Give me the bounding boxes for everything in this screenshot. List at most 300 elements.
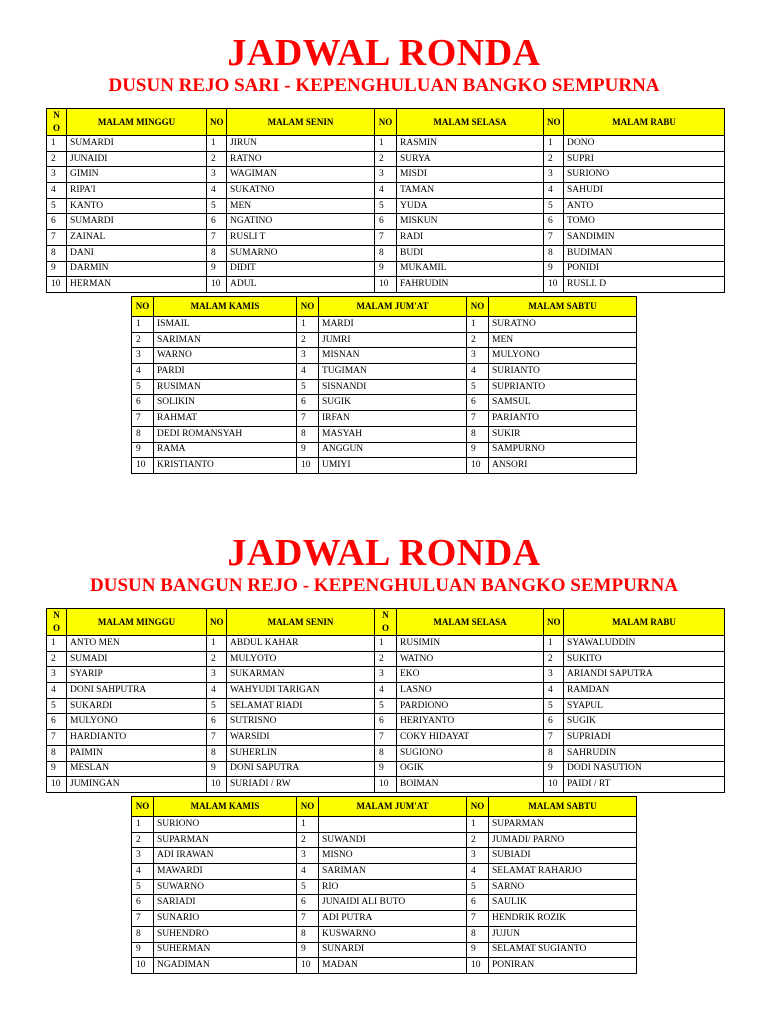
cell-number: 9	[47, 261, 67, 277]
cell-name: DODI NASUTION	[564, 761, 725, 777]
cell-number: 1	[207, 636, 227, 652]
cell-number: 8	[375, 245, 397, 261]
column-header-no: NO	[207, 109, 227, 136]
cell-number: 6	[544, 714, 564, 730]
cell-name: ABDUL KAHAR	[227, 636, 375, 652]
cell-name: SUPARMAN	[154, 832, 297, 848]
cell-name: RIO	[319, 879, 467, 895]
cell-name: ADI PUTRA	[319, 911, 467, 927]
cell-name: DIDIT	[227, 261, 375, 277]
cell-name: SUTRISNO	[227, 714, 375, 730]
cell-name: MASYAH	[319, 426, 467, 442]
table-row	[132, 942, 637, 958]
cell-number: 5	[207, 698, 227, 714]
cell-name: PONIRAN	[489, 958, 637, 974]
cell-number: 7	[297, 911, 319, 927]
cell-name: PAIDI / RT	[564, 777, 725, 793]
cell-number: 8	[207, 245, 227, 261]
table-row	[132, 817, 637, 833]
cell-number: 9	[132, 442, 154, 458]
cell-name: SYARIP	[67, 667, 207, 683]
cell-number: 2	[132, 332, 154, 348]
cell-name	[319, 817, 467, 833]
cell-number: 5	[375, 698, 397, 714]
table-row	[132, 895, 637, 911]
cell-number: 5	[297, 379, 319, 395]
cell-number: 10	[375, 277, 397, 293]
cell-number: 9	[375, 261, 397, 277]
table-row	[47, 277, 725, 293]
cell-number: 3	[47, 667, 67, 683]
table-row	[132, 911, 637, 927]
cell-number: 6	[47, 214, 67, 230]
cell-name: SURIANTO	[489, 364, 637, 380]
table-row	[47, 714, 725, 730]
cell-number: 8	[297, 426, 319, 442]
table-header-row	[47, 609, 725, 636]
cell-number: 5	[207, 198, 227, 214]
cell-number: 5	[132, 379, 154, 395]
table-row	[132, 411, 637, 427]
page-title: JADWAL RONDA	[227, 532, 541, 574]
cell-name: MEN	[489, 332, 637, 348]
cell-name: JUNAIDI ALI BUTO	[319, 895, 467, 911]
schedule-table-top	[46, 608, 725, 793]
cell-name: SUWANDI	[319, 832, 467, 848]
cell-number: 1	[375, 636, 397, 652]
cell-number: 7	[467, 911, 489, 927]
cell-number: 5	[297, 879, 319, 895]
table-row	[47, 777, 725, 793]
cell-name: JUMADI/ PARNO	[489, 832, 637, 848]
cell-number: 9	[544, 261, 564, 277]
cell-name: WAGIMAN	[227, 167, 375, 183]
cell-name: SURIONO	[154, 817, 297, 833]
cell-number: 10	[132, 458, 154, 474]
cell-number: 5	[375, 198, 397, 214]
cell-number: 10	[207, 777, 227, 793]
cell-name: SUMARNO	[227, 245, 375, 261]
cell-number: 9	[207, 761, 227, 777]
table-row	[132, 364, 637, 380]
table-row	[47, 151, 725, 167]
cell-name: MULYONO	[489, 348, 637, 364]
cell-name: SUWARNO	[154, 879, 297, 895]
table-row	[47, 245, 725, 261]
page-subtitle: DUSUN REJO SARI - KEPENGHULUAN BANGKO SEMPURNA	[108, 75, 660, 96]
cell-number: 6	[207, 714, 227, 730]
cell-number: 9	[207, 261, 227, 277]
cell-name: PARIANTO	[489, 411, 637, 427]
cell-name: SUPARMAN	[489, 817, 637, 833]
cell-name: SUNARIO	[154, 911, 297, 927]
table-row	[132, 848, 637, 864]
cell-name: WARSIDI	[227, 730, 375, 746]
column-header-no: NO	[132, 797, 154, 817]
column-header-day: MALAM RABU	[564, 109, 725, 136]
cell-number: 8	[467, 926, 489, 942]
column-header-no: N O	[375, 609, 397, 636]
cell-number: 1	[207, 136, 227, 152]
table-row	[132, 958, 637, 974]
cell-name: SUHENDRO	[154, 926, 297, 942]
table-row	[47, 667, 725, 683]
cell-number: 7	[132, 911, 154, 927]
cell-number: 2	[544, 151, 564, 167]
cell-number: 8	[544, 745, 564, 761]
cell-name: NGATINO	[227, 214, 375, 230]
cell-name: JUNAIDI	[67, 151, 207, 167]
cell-number: 2	[207, 651, 227, 667]
cell-name: SUKATNO	[227, 183, 375, 199]
cell-number: 9	[544, 761, 564, 777]
table-row	[132, 395, 637, 411]
column-header-no: NO	[544, 609, 564, 636]
cell-number: 9	[375, 761, 397, 777]
cell-number: 4	[297, 364, 319, 380]
cell-number: 4	[207, 183, 227, 199]
cell-name: ADUL	[227, 277, 375, 293]
cell-name: SANDIMIN	[564, 230, 725, 246]
cell-number: 9	[467, 942, 489, 958]
cell-number: 4	[47, 183, 67, 199]
table-row	[132, 442, 637, 458]
table-row	[132, 926, 637, 942]
cell-name: MADAN	[319, 958, 467, 974]
cell-number: 6	[132, 895, 154, 911]
cell-name: PARDI	[154, 364, 297, 380]
cell-number: 9	[47, 761, 67, 777]
cell-number: 2	[375, 151, 397, 167]
cell-name: SUKITO	[564, 651, 725, 667]
cell-name: SARIADI	[154, 895, 297, 911]
cell-name: SAHUDI	[564, 183, 725, 199]
cell-name: PONIDI	[564, 261, 725, 277]
cell-number: 10	[297, 958, 319, 974]
cell-name: SARIMAN	[154, 332, 297, 348]
cell-number: 5	[544, 698, 564, 714]
cell-name: RAMA	[154, 442, 297, 458]
cell-number: 10	[207, 277, 227, 293]
cell-name: BUDI	[397, 245, 544, 261]
cell-name: JUJUN	[489, 926, 637, 942]
cell-name: KRISTIANTO	[154, 458, 297, 474]
cell-number: 1	[47, 636, 67, 652]
cell-name: SUGIK	[564, 714, 725, 730]
cell-name: NGADIMAN	[154, 958, 297, 974]
cell-number: 3	[47, 167, 67, 183]
cell-number: 3	[207, 167, 227, 183]
cell-name: RUSLI. D	[564, 277, 725, 293]
table-row	[132, 348, 637, 364]
column-header-no: NO	[297, 797, 319, 817]
cell-number: 2	[47, 651, 67, 667]
cell-number: 10	[47, 777, 67, 793]
cell-name: RUSIMAN	[154, 379, 297, 395]
column-header-day: MALAM SABTU	[489, 797, 637, 817]
cell-number: 6	[207, 214, 227, 230]
cell-number: 6	[467, 395, 489, 411]
cell-number: 7	[544, 230, 564, 246]
column-header-no: N O	[47, 109, 67, 136]
cell-name: SUKARDI	[67, 698, 207, 714]
cell-number: 5	[47, 698, 67, 714]
cell-name: HARDIANTO	[67, 730, 207, 746]
table-row	[47, 683, 725, 699]
table-row	[47, 698, 725, 714]
cell-name: SYAPUL	[564, 698, 725, 714]
cell-name: MEN	[227, 198, 375, 214]
cell-name: SUBIADI	[489, 848, 637, 864]
cell-name: COKY HIDAYAT	[397, 730, 544, 746]
column-header-day: MALAM SENIN	[227, 609, 375, 636]
column-header-day: MALAM KAMIS	[154, 297, 297, 317]
cell-number: 7	[297, 411, 319, 427]
cell-number: 5	[132, 879, 154, 895]
table-row	[132, 458, 637, 474]
cell-number: 3	[544, 667, 564, 683]
column-header-day: MALAM MINGGU	[67, 609, 207, 636]
cell-name: SUMADI	[67, 651, 207, 667]
cell-name: SURATNO	[489, 317, 637, 333]
cell-number: 2	[297, 832, 319, 848]
cell-name: MISNAN	[319, 348, 467, 364]
cell-number: 7	[47, 230, 67, 246]
cell-name: HERIYANTO	[397, 714, 544, 730]
cell-name: TAMAN	[397, 183, 544, 199]
cell-name: SOLIKIN	[154, 395, 297, 411]
cell-number: 8	[47, 245, 67, 261]
cell-name: HERMAN	[67, 277, 207, 293]
cell-number: 1	[132, 817, 154, 833]
cell-name: SUHERLIN	[227, 745, 375, 761]
cell-name: ANGGUN	[319, 442, 467, 458]
column-header-day: MALAM SELASA	[397, 109, 544, 136]
cell-name: DANI	[67, 245, 207, 261]
column-header-no: NO	[297, 297, 319, 317]
cell-name: RAHMAT	[154, 411, 297, 427]
cell-name: SUHERMAN	[154, 942, 297, 958]
cell-number: 1	[544, 136, 564, 152]
cell-number: 4	[47, 683, 67, 699]
cell-name: JUMRI	[319, 332, 467, 348]
cell-number: 5	[544, 198, 564, 214]
table-row	[47, 198, 725, 214]
column-header-day: MALAM KAMIS	[154, 797, 297, 817]
cell-number: 9	[297, 442, 319, 458]
cell-number: 6	[467, 895, 489, 911]
table-row	[132, 864, 637, 880]
cell-name: JIRUN	[227, 136, 375, 152]
cell-number: 8	[467, 426, 489, 442]
cell-number: 8	[207, 745, 227, 761]
table-row	[47, 167, 725, 183]
cell-number: 7	[47, 730, 67, 746]
cell-number: 7	[207, 730, 227, 746]
cell-name: SURYA	[397, 151, 544, 167]
cell-number: 7	[207, 230, 227, 246]
cell-name: BOIMAN	[397, 777, 544, 793]
cell-name: ZAINAL	[67, 230, 207, 246]
cell-name: KANTO	[67, 198, 207, 214]
cell-number: 7	[544, 730, 564, 746]
cell-name: SYAWALUDDIN	[564, 636, 725, 652]
column-header-no: NO	[544, 109, 564, 136]
cell-number: 8	[375, 745, 397, 761]
cell-number: 4	[467, 364, 489, 380]
cell-name: MARDI	[319, 317, 467, 333]
cell-name: ISMAIL	[154, 317, 297, 333]
cell-name: KUSWARNO	[319, 926, 467, 942]
cell-name: ADI IRAWAN	[154, 848, 297, 864]
column-header-day: MALAM RABU	[564, 609, 725, 636]
cell-name: FAHRUDIN	[397, 277, 544, 293]
cell-name: SELAMAT RIADI	[227, 698, 375, 714]
cell-name: SARNO	[489, 879, 637, 895]
cell-number: 3	[132, 348, 154, 364]
cell-name: SUGIONO	[397, 745, 544, 761]
table-row	[132, 317, 637, 333]
cell-number: 3	[297, 348, 319, 364]
cell-name: DONI SAPUTRA	[227, 761, 375, 777]
cell-number: 3	[467, 848, 489, 864]
cell-number: 4	[544, 183, 564, 199]
table-row	[47, 651, 725, 667]
cell-number: 10	[544, 277, 564, 293]
table-row	[47, 636, 725, 652]
cell-number: 8	[47, 745, 67, 761]
cell-number: 8	[297, 926, 319, 942]
column-header-no: NO	[207, 609, 227, 636]
schedule-table-bottom	[131, 796, 637, 974]
table-row	[47, 745, 725, 761]
column-header-day: MALAM SELASA	[397, 609, 544, 636]
cell-name: TUGIMAN	[319, 364, 467, 380]
column-header-no: NO	[132, 297, 154, 317]
table-row	[132, 379, 637, 395]
cell-name: UMIYI	[319, 458, 467, 474]
cell-number: 4	[132, 364, 154, 380]
cell-name: SELAMAT RAHARJO	[489, 864, 637, 880]
cell-number: 1	[47, 136, 67, 152]
cell-name: PARDIONO	[397, 698, 544, 714]
table-row	[47, 230, 725, 246]
cell-number: 10	[544, 777, 564, 793]
cell-number: 4	[375, 683, 397, 699]
cell-name: RUSLI T	[227, 230, 375, 246]
cell-name: ARIANDI SAPUTRA	[564, 667, 725, 683]
cell-number: 9	[297, 942, 319, 958]
table-row	[132, 879, 637, 895]
cell-number: 1	[132, 317, 154, 333]
cell-name: MISDI	[397, 167, 544, 183]
cell-name: SAULIK	[489, 895, 637, 911]
cell-number: 2	[297, 332, 319, 348]
cell-name: WAHYUDI TARIGAN	[227, 683, 375, 699]
cell-number: 8	[544, 245, 564, 261]
cell-name: DARMIN	[67, 261, 207, 277]
cell-number: 2	[207, 151, 227, 167]
table-header-row	[132, 797, 637, 817]
cell-number: 1	[375, 136, 397, 152]
cell-name: JUMINGAN	[67, 777, 207, 793]
column-header-day: MALAM JUM'AT	[319, 797, 467, 817]
cell-name: GIMIN	[67, 167, 207, 183]
cell-number: 3	[544, 167, 564, 183]
cell-number: 2	[47, 151, 67, 167]
cell-number: 1	[544, 636, 564, 652]
table-row	[47, 214, 725, 230]
cell-number: 9	[467, 442, 489, 458]
cell-name: DONI SAHPUTRA	[67, 683, 207, 699]
column-header-no: NO	[467, 797, 489, 817]
cell-name: YUDA	[397, 198, 544, 214]
cell-name: SAMSUL	[489, 395, 637, 411]
cell-number: 2	[375, 651, 397, 667]
cell-number: 6	[132, 395, 154, 411]
cell-name: MAWARDI	[154, 864, 297, 880]
cell-number: 3	[297, 848, 319, 864]
cell-name: ANSORI	[489, 458, 637, 474]
cell-name: SUPRI	[564, 151, 725, 167]
cell-number: 4	[132, 864, 154, 880]
table-header-row	[47, 109, 725, 136]
cell-number: 6	[375, 214, 397, 230]
table-row	[47, 730, 725, 746]
cell-name: MULYOTO	[227, 651, 375, 667]
cell-number: 5	[47, 198, 67, 214]
cell-number: 7	[467, 411, 489, 427]
cell-number: 2	[467, 332, 489, 348]
cell-name: RATNO	[227, 151, 375, 167]
cell-name: EKO	[397, 667, 544, 683]
cell-name: SURIADI / RW	[227, 777, 375, 793]
cell-number: 10	[467, 458, 489, 474]
cell-name: MUKAMIL	[397, 261, 544, 277]
cell-number: 6	[47, 714, 67, 730]
cell-number: 10	[467, 958, 489, 974]
cell-name: SELAMAT SUGIANTO	[489, 942, 637, 958]
table-row	[47, 183, 725, 199]
cell-number: 3	[207, 667, 227, 683]
cell-name: SAMPURNO	[489, 442, 637, 458]
cell-number: 9	[132, 942, 154, 958]
cell-name: HENDRIK ROZIK	[489, 911, 637, 927]
cell-name: RADI	[397, 230, 544, 246]
cell-name: PAIMIN	[67, 745, 207, 761]
cell-number: 1	[467, 817, 489, 833]
cell-name: WARNO	[154, 348, 297, 364]
cell-number: 2	[467, 832, 489, 848]
cell-name: SUNARDI	[319, 942, 467, 958]
cell-number: 10	[375, 777, 397, 793]
cell-number: 1	[467, 317, 489, 333]
cell-number: 4	[544, 683, 564, 699]
cell-number: 6	[297, 395, 319, 411]
cell-name: OGIK	[397, 761, 544, 777]
column-header-day: MALAM SENIN	[227, 109, 375, 136]
table-header-row	[132, 297, 637, 317]
cell-number: 5	[467, 879, 489, 895]
cell-number: 3	[375, 667, 397, 683]
cell-number: 4	[207, 683, 227, 699]
cell-name: DEDI ROMANSYAH	[154, 426, 297, 442]
table-row	[132, 426, 637, 442]
cell-name: IRFAN	[319, 411, 467, 427]
cell-name: SUMARDI	[67, 136, 207, 152]
table-row	[47, 261, 725, 277]
cell-name: ANTO MEN	[67, 636, 207, 652]
